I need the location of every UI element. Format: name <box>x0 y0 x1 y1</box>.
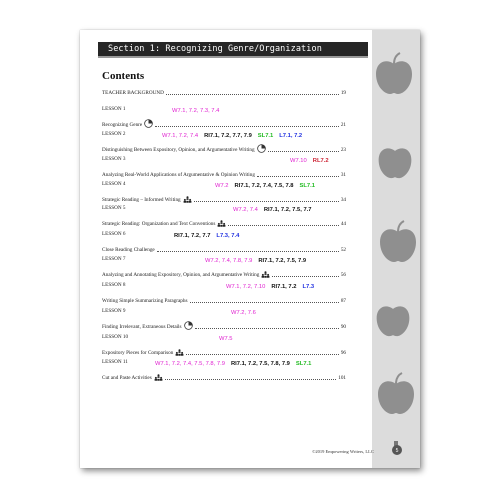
toc-entry[interactable] <box>102 88 346 96</box>
standard-code: RI7.1, 7.2 <box>271 284 297 290</box>
standard-code: RI7.1, 7.2, 7.4, 7.5, 7.8 <box>234 183 294 189</box>
lesson-title: Cut and Paste Activities <box>102 375 152 381</box>
dot-leader <box>272 275 338 277</box>
lesson-title: Strategic Reading: Organization and Text Conventions <box>102 221 216 227</box>
apple-icon <box>376 370 416 418</box>
page-ref: 34 <box>340 197 346 203</box>
group-work-icon <box>183 196 192 203</box>
toc-entry[interactable] <box>102 308 346 330</box>
lesson-title: Expository Pieces for Comparison <box>102 350 174 356</box>
toc-entry[interactable] <box>102 334 346 356</box>
toc-entry[interactable] <box>102 131 346 153</box>
page-ref: 101 <box>338 375 346 381</box>
group-work-icon <box>217 220 226 227</box>
toc-entry[interactable] <box>102 156 346 178</box>
dot-leader <box>195 327 339 329</box>
dot-leader <box>257 175 339 177</box>
standard-code: RI7.1, 7.2, 7.7, 7.9 <box>204 133 252 139</box>
standard-code: L7.3 <box>302 284 315 290</box>
lesson-title-line <box>102 220 346 227</box>
standard-code: RL7.2 <box>312 158 329 164</box>
page-ref: 31 <box>340 172 346 178</box>
standard-code: RI7.1, 7.2, 7.5, 7.9 <box>258 258 307 264</box>
lesson-title: Recognizing Genre <box>102 122 143 128</box>
standards-list <box>233 207 318 213</box>
lesson-title: Distinguishing Between Expository, Opinion, and Argumentative Writing <box>102 147 255 153</box>
lesson-title: Finding Irrelevant, Extraneous Details <box>102 324 182 330</box>
standard-code: RI7.1, 7.2, 7.7 <box>174 233 211 239</box>
group-work-icon <box>154 374 163 381</box>
toc-entry[interactable] <box>102 359 346 381</box>
standards-list <box>226 284 320 290</box>
standards-list <box>219 336 239 342</box>
apple-icon <box>374 298 412 338</box>
standard-code: W7.5 <box>219 336 233 342</box>
standards-list <box>162 133 308 139</box>
lesson-label: LESSON 1 <box>102 106 126 112</box>
toc-entry[interactable] <box>102 181 346 203</box>
lesson-title: TEACHER BACKGROUND <box>102 90 164 96</box>
dot-leader <box>268 150 339 152</box>
page-number: 5 <box>395 448 399 454</box>
lesson-title: Analyzing and Annotating Expository, Opinion, and Argumentative Writing <box>102 272 260 278</box>
dot-leader <box>165 378 337 380</box>
standard-code: SL7.1 <box>257 133 274 139</box>
section-header <box>98 42 368 58</box>
page-ref: 87 <box>340 298 346 304</box>
lesson-title-line <box>102 374 346 381</box>
standard-code: W7.10 <box>290 158 307 164</box>
lesson-label: LESSON 10 <box>102 334 129 340</box>
dot-leader <box>190 301 339 303</box>
standard-code: W7.2, 7.4, 7.8, 7.9 <box>205 258 253 264</box>
toc-entry[interactable] <box>102 282 346 304</box>
lesson-title-line <box>102 172 346 178</box>
document-page <box>80 30 420 468</box>
standards-list <box>174 233 245 239</box>
lesson-title-line <box>102 144 346 153</box>
standard-code: W7.1, 7.2, 7.10 <box>226 284 266 290</box>
lesson-title-line <box>102 247 346 253</box>
lesson-label: LESSON 2 <box>102 131 126 137</box>
section-header-text: Section 1: Recognizing Genre/Organization <box>108 44 322 54</box>
toc-entry[interactable] <box>102 205 346 227</box>
lesson-title: Strategic Reading – Informed Writing <box>102 197 181 203</box>
dot-leader <box>194 200 339 202</box>
page-ref: 96 <box>340 350 346 356</box>
page-ref: 56 <box>340 272 346 278</box>
lesson-title: Writing Simple Summarizing Paragraphs <box>102 298 188 304</box>
lesson-title: Analyzing Real-World Applications of Argumentative & Opinion Writing <box>102 172 255 178</box>
dot-leader <box>186 353 338 355</box>
clock-icon <box>184 321 193 330</box>
lesson-label: LESSON 8 <box>102 282 126 288</box>
lesson-title-line <box>102 271 346 278</box>
standard-code: L7.3, 7.4 <box>216 233 240 239</box>
lesson-label: LESSON 6 <box>102 231 126 237</box>
standards-list <box>215 183 321 189</box>
toc-entry[interactable] <box>102 106 346 128</box>
clock-icon <box>257 144 266 153</box>
standard-code: RI7.1, 7.2, 7.5, 7.8, 7.9 <box>230 361 290 367</box>
copyright-footer: ©2019 Empowering Writers, LLC <box>312 449 374 454</box>
standard-code: W7.1, 7.2, 7.4 <box>162 133 199 139</box>
decorative-sidebar <box>372 30 420 468</box>
standard-code: W7.2, 7.6 <box>231 310 256 316</box>
standard-code: W7.2 <box>215 183 229 189</box>
standard-code: RI7.1, 7.2, 7.5, 7.7 <box>263 207 312 213</box>
standard-code: SL7.1 <box>295 361 312 367</box>
clock-icon <box>144 119 153 128</box>
group-work-icon <box>175 349 184 356</box>
standards-list <box>172 108 225 114</box>
dot-leader <box>166 93 339 95</box>
standard-code: SL7.1 <box>299 183 315 189</box>
standards-list <box>155 361 317 367</box>
lesson-title: Close Reading Challenge <box>102 247 155 253</box>
standard-code: L7.1, 7.2 <box>279 133 303 139</box>
page-ref: 52 <box>340 247 346 253</box>
toc-entry[interactable] <box>102 231 346 253</box>
lesson-label: LESSON 3 <box>102 156 126 162</box>
apple-icon <box>378 220 418 264</box>
standard-code: W7.1, 7.2, 7.4, 7.5, 7.8, 7.9 <box>155 361 225 367</box>
page-ref: 19 <box>340 90 346 96</box>
page-ref: 90 <box>340 324 346 330</box>
lesson-title-line <box>102 349 346 356</box>
contents-title: Contents <box>102 70 145 82</box>
page-ref: 23 <box>340 147 346 153</box>
page-ref: 21 <box>340 122 346 128</box>
toc-entry[interactable] <box>102 256 346 278</box>
standard-code: W7.2, 7.4 <box>233 207 258 213</box>
lesson-label: LESSON 4 <box>102 181 126 187</box>
lesson-label: LESSON 5 <box>102 205 126 211</box>
lesson-title-line <box>102 196 346 203</box>
dot-leader <box>228 224 338 226</box>
group-work-icon <box>261 271 270 278</box>
apple-icon <box>376 140 414 180</box>
lesson-label: LESSON 11 <box>102 359 128 365</box>
dot-leader <box>157 250 339 252</box>
apple-icon <box>374 52 414 96</box>
standards-list <box>290 158 335 164</box>
lesson-title-line <box>102 298 346 304</box>
standards-list <box>231 310 262 316</box>
dot-leader <box>155 125 339 127</box>
page-number-badge <box>390 441 404 455</box>
lesson-label: LESSON 9 <box>102 308 126 314</box>
lesson-title-line <box>102 90 346 96</box>
standards-list <box>205 258 312 264</box>
lesson-title-line <box>102 119 346 128</box>
lesson-title-line <box>102 321 346 330</box>
page-ref: 44 <box>340 221 346 227</box>
lesson-label: LESSON 7 <box>102 256 126 262</box>
standard-code: W7.1, 7.2, 7.3, 7.4 <box>172 108 220 114</box>
